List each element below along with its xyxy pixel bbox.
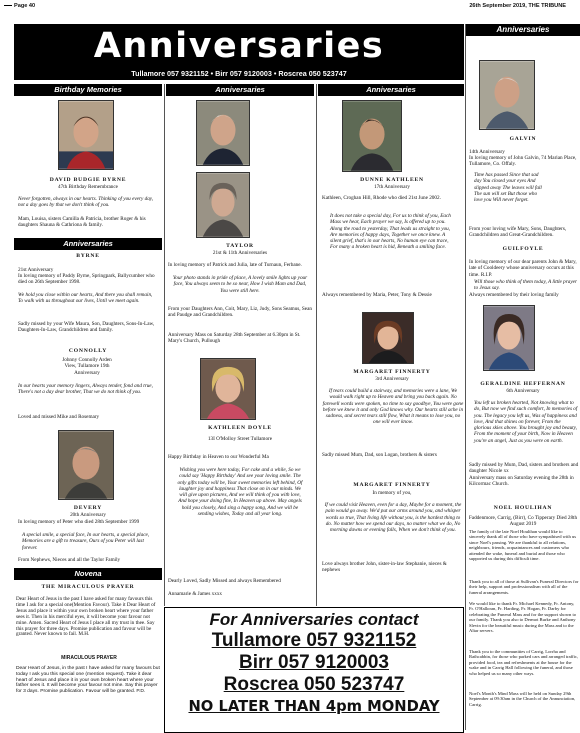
notice-body: Dearly Loved, Sadly Missed and always Remembered [168, 578, 281, 584]
notice-subtitle: Faddenmore, Carrig, (Birr), Co Tipperary Died 28th August 2019 [468, 515, 578, 528]
notice-name: MIRACULOUS PRAYER [61, 655, 117, 661]
photo-julia-taylor [196, 172, 250, 238]
notice-body: In loving memory of our dear parents John & Mary, late of Cooldeery whose anniversary occurs at this time. R.I.P. [469, 259, 577, 278]
notice-verse: In our hearts your memory lingers, Always tender, fond and true, There's not a day dear brother, That we do not think of you. [18, 383, 153, 396]
notice-body: Always remembered by their loving family [469, 292, 559, 298]
notice-body: Sadly missed by your Wife Maura, Son, Daughters, Sons-In-Law, Daughters-In-Law, Grandchildren and family. [18, 321, 155, 334]
notice-verse: If we could visit Heaven, even for a day, Maybe for a moment, the pain would go away. We'd put our arms around you, and whisper words so true, That living life without you, is the hardest thing to do. No matter how we spend our days, no matter what we do, No morning dawns or evening falls, When we don't think of you. [324, 502, 462, 534]
photo-john-galvin [479, 60, 535, 130]
column-rule [164, 84, 165, 606]
notice-lead: Happy Birthday in Heaven to our Wonderful Ma [168, 454, 269, 460]
photo-kathleen-doyle [200, 358, 256, 420]
notice-body: Loved and missed Mike and Rosemary [18, 414, 100, 420]
notice-body: The family of the late Noel Houlihan would like to sincerely thank all of those who have sympathised with us since Noel's passing. We are thankful to all relations, neighbours, friends, acquaintances and customers who attended the wake, funeral and burial and those who supported us during this difficult time. [469, 529, 577, 562]
notice-verse: Wishing you were here today, For cake and a while, So we could say 'Happy Birthday' And see your loving smile. The only gifts today will be, Your sweet memories left behind, Of laughter joy and happiness That close on in our minds. We will give upon pictures, And we will think of you with love, And hope your doing fine, In Heaven up above. May angels hold you closely, And sing a happy song, And we will be sending wishes, Today and all year long. [177, 467, 303, 518]
notice-name: KATHLEEN DOYLE [208, 425, 272, 431]
contact-strip: Tullamore 057 9321152 • Birr 057 9120003 • Roscrea 050 523747 [131, 69, 347, 78]
notice-subtitle: Johnny Connolly Arden View, Tullamore 19th Anniversary [62, 357, 112, 376]
notice-body: Thank you to all of those at Sullivan's Funeral Directors for their help, support and professionalism with all of the funeral arrangements. [469, 579, 579, 595]
notice-body: Sadly missed by Mum, Dad, sisters and brothers and daughter Nicole xx [469, 462, 579, 475]
notice-name: CONNOLLY [68, 348, 108, 354]
advert-phone-line: Tullamore 057 9321152 [211, 630, 417, 651]
anniversary-contact-advert [164, 607, 464, 733]
column-header-anniversaries: Anniversaries [166, 84, 314, 96]
notice-verse: It does not take a special day, For us to think of you, Each Mass we hear, Each prayer we say, Is offered up to you. Along the road to yesterday, That leads us straight to you, Are memories of happy days, Together we once knew. A silent grief, that's in our hearts, No human eye can trace, For many a broken heart is hid, Beneath a smiling face. [330, 213, 451, 251]
notice-body: We would like to thank Fr. Michael Kennedy, Fr. Antony, Fr. O'Halloran, Fr. Harding, Fr. Hogan, Fr. Darby for celebrating the Funeral Mass and for the support shown to our family. Thank you also to Dermot Burke and Anthony Slevin for the beautiful music during the Mass and to the Altar servers. [469, 601, 577, 634]
notice-verse: Will those who think of them today, A little prayer to Jesus say. [474, 279, 577, 292]
notice-body: In loving memory of Patrick and Julia, late of Turnaun, Ferbane. [168, 262, 302, 268]
notice-subtitle: 20th Anniversary [70, 512, 106, 518]
notice-body: Dear Heart of Jesus in the past I have asked for many favours this time I ask for a special one(Mention Favour). Take it Dear Heart of Jesus and place it within your own broken heart where your father sees it. Then in his merciful eyes, it will become your favour not mine. Amen. Sacred Heart of Jesus I place all my trust in thee. Say this prayer for three days. Promise publication and favour will be granted. Never known to fail. M.H. [16, 596, 156, 638]
notice-subtitle: 21st & 11th Anniversaries [212, 250, 268, 256]
notice-body: Love always brother John, sister-in-law Stephanie, nieces & nephews [322, 561, 447, 574]
advert-title: For Anniversaries contact [209, 610, 419, 629]
section-masthead [14, 24, 464, 80]
photo-margaret-finnerty [362, 312, 414, 364]
notice-verse: If tears could build a stairway, and memories were a lane, We would walk right up to Heaven and bring you back again. No farewell words were spoken, no time to say goodbye, You were gone before we knew it and only God knows why. Our hearts still ache in sadness, and secret tears still flow, What it means to lose you, no one will ever know. [322, 388, 464, 426]
advert-phone-line: Birr 057 9120003 [238, 652, 389, 673]
column-header-anniversaries: Anniversaries [318, 84, 464, 96]
notice-body: Kathleen, Croghan Hill, Rhode who died 21st June 2002. [322, 195, 441, 201]
column-rule [465, 24, 466, 730]
advert-deadline: NO LATER THAN 4pm MONDAY [188, 697, 440, 715]
notice-mass: Anniversary mass on Saturday evening the 28th in Kilcormac Church. [469, 475, 574, 488]
section-title: Anniversaries [93, 26, 385, 66]
notice-body: Always remembered by Maria, Peter, Tony & Dessie [322, 292, 432, 298]
notice-name: TAYLOR [226, 243, 254, 249]
notice-subtitle: 6th Anniversary [506, 388, 540, 394]
notice-body: In loving memory of Paddy Byrne, Springpark, Ballycumber who died on 26th September 1998. [18, 273, 155, 286]
notice-name: DEVERY [73, 505, 103, 511]
notice-verse: Never forgotten, always in our hearts. Thinking of you every day, not a day goes by that we don't think of you. [18, 196, 154, 209]
page-folio [0, 0, 580, 12]
notice-name: MARGARET FINNERTY [353, 369, 431, 375]
photo-kathleen-dunne [342, 100, 402, 172]
notice-body: Noel's Month's Mind Mass will be held on Sunday 29th September at 09:30am in the Church of the Annunciation, Carrig. [469, 691, 576, 707]
photo-patrick-taylor [196, 100, 250, 166]
page-dateline: 26th September 2019, THE TRIBUNE [469, 3, 566, 9]
notice-verse: Time has passed Since that sad day You closed your eyes And slipped away The leaves will fall The sun will set But those who love you Will never forget. [474, 172, 542, 204]
notice-mass: Anniversary Mass on Saturday 28th September at 6.30pm in St. Mary's Church, Pullough [168, 332, 301, 345]
notice-name: MARGARET FINNERTY [353, 482, 431, 488]
notice-name: GUILFOYLE [502, 246, 544, 252]
notice-subtitle: 13I O'Molloy Street Tullamore [207, 436, 273, 442]
column-header-anniversaries: Anniversaries [14, 238, 162, 250]
rail-header: Anniversaries [466, 24, 580, 36]
notice-verse: You left us broken hearted, Not knowing what to do, But now we find such comfort, In memories of you. The legacy you left us, Was of happiness and love, And that shines on forever, From the glorious skies above. You brought joy and beauty, From the moment of your birth, Now in Heaven you're an angel, Just as you were on earth. [474, 400, 578, 444]
notice-lead: 21st Anniversary [18, 267, 54, 273]
column-header-birthday: Birthday Memories [14, 84, 162, 96]
notice-verse: We hold you close within our hearts, And there you shall remain, To walk with us throughout our lives, Until we meet again. [18, 292, 153, 305]
notice-name: DAVID BUDGIE BYRNE [49, 177, 127, 183]
notice-body: Mam, Louisa, sisters Camilla & Patricia, brother Roger & his daughters Shauna & Cathriona & family. [18, 216, 146, 229]
notice-subtitle: 17th Anniversary [374, 184, 410, 190]
notice-body: Dear Heart of Jesus, in the past I have asked for many favours but today I ask you this special one (mention request). Take it dear heart of Jesus and place it in your own broken heart where your father sees it. It will become your favour not mine. Say this prayer for 3 days. Promise publication. Favour will be granted. P.D. [16, 666, 160, 695]
notice-body: In loving memory of John Galvin, 74 Marian Place, Tullamore, Co. Offaly. [469, 155, 577, 168]
notice-name: BYRNE [76, 253, 100, 259]
notice-body: Sadly missed Mum, Dad, son Logan, brothers & sisters [322, 452, 437, 458]
notice-body: In loving memory of Peter who died 28th September 1999 [18, 519, 140, 525]
notice-body: From your Daughters Ann, Coit, Mary, Liz, Judy, Sons Seamus, Sean and Paudge and Grandchildren. [168, 306, 312, 319]
notice-subtitle: 3rd Anniversary [375, 376, 409, 382]
notice-name: NOEL HOULIHAN [493, 505, 553, 511]
notice-name: GALVIN [509, 136, 537, 142]
column-rule [316, 84, 317, 606]
notice-verse: A special smile, a special face, In our hearts, a special place, Memories are a gift to treasure, Ours of you Peter will last forever. [22, 532, 150, 551]
notice-name: THE MIRACULOUS PRAYER [41, 584, 135, 590]
notice-lead: 14th Anniversary [469, 149, 505, 155]
advert-phone-line: Roscrea 050 523747 [223, 674, 405, 695]
notice-verse: Your photo stands in pride of place, A lovely smile lights up your face, You always seem to be so near, How I wish Mam and Dad, You were still here. [172, 275, 308, 294]
notice-name: GERALDINE HEFFERNAN [480, 381, 566, 387]
photo-geraldine-heffernan [483, 305, 535, 371]
notice-name: DUNNE KATHLEEN [360, 177, 424, 183]
page-number: Page 40 [14, 3, 36, 9]
photo-peter-devery [58, 430, 114, 500]
column-header-novena: Novena [14, 568, 162, 580]
notice-subtitle: 47th Birthday Remembrance [58, 184, 118, 190]
photo-david-byrne [58, 100, 114, 170]
notice-body: From Nephews, Nieces and all the Taylor Family [18, 557, 121, 563]
notice-signature: Annamarie & James xxxx [168, 591, 223, 597]
notice-body: Thank you to the communities of Carrig, Lorrha and Rathcabbin, for those who parked cars and arranged traffic, provided food, tea and refreshments at the house for the wake and in Carrig Hall following the funeral, and those who helped us so many other ways. [469, 649, 579, 676]
notice-subtitle: In memory of you, [372, 490, 412, 496]
notice-body: From your loving wife Mary, Sons, Daughters, Grandchildren and Great-Grandchildren. [469, 226, 567, 239]
